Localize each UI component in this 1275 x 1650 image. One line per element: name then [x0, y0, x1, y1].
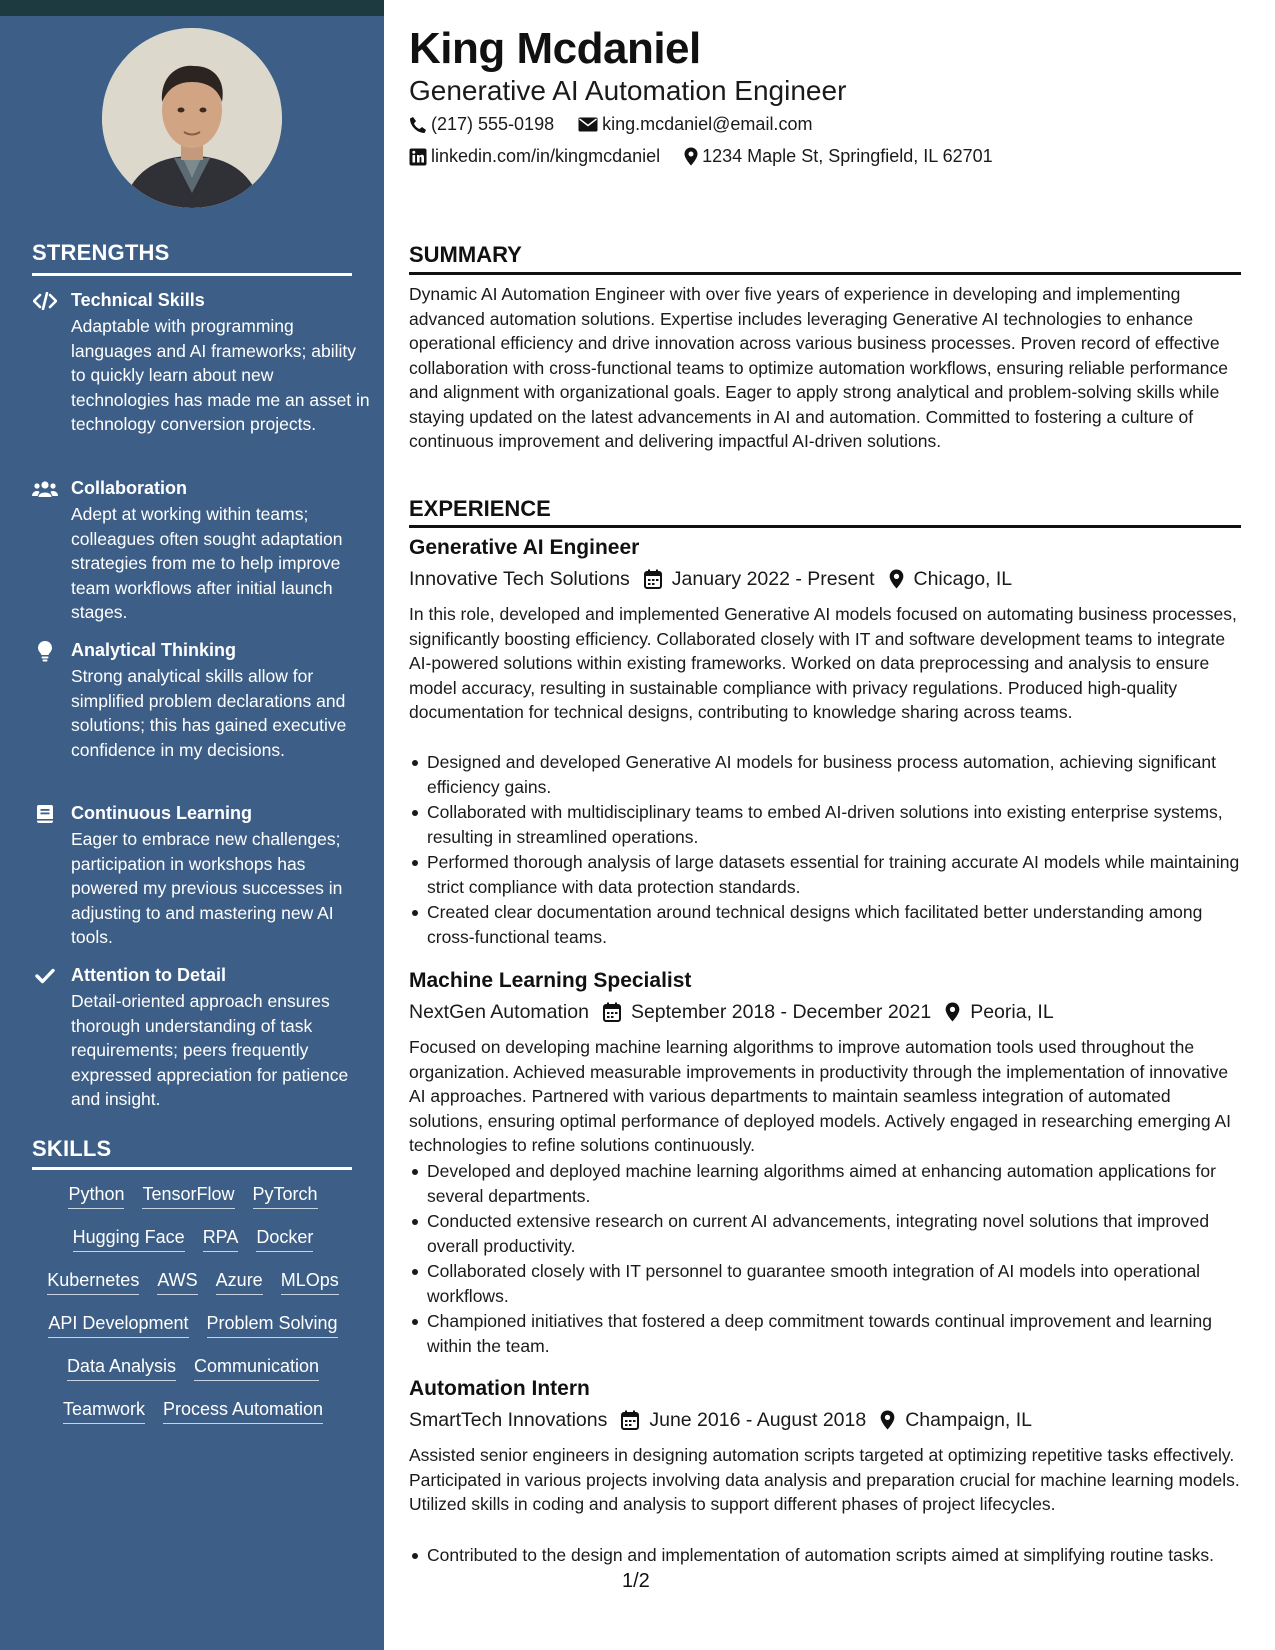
address-contact: [684, 146, 993, 167]
company-name: NextGen Automation: [409, 1001, 589, 1023]
job-description: Focused on developing machine learning algorithms to improve automation tools used throughout the organization. Achieved measurable improvements in productivity through the implementation of innovative AI approaches. Partnered with various departments to maintain seamless integration of automated solutions, ensuring optimal performance of deployed models. Actively engaged in researching emerging AI technologies to refine solutions continuously.: [409, 1037, 1232, 1155]
sidebar-top-bar: [0, 0, 384, 16]
strength-title: Continuous Learning: [71, 803, 252, 823]
strength-description: Adaptable with programming languages and AI frameworks; ability to quickly learn about new technologies has made me an asset in technology conversion projects.: [71, 316, 370, 434]
job-bullets: [409, 750, 1241, 950]
candidate-name: King Mcdaniel: [409, 24, 701, 73]
skills-heading: SKILLS: [32, 1136, 112, 1161]
job-meta: [409, 999, 1068, 1025]
list-item: Championed initiatives that fostered a deep commitment towards continual improvement and learning within the team.: [409, 1309, 1241, 1358]
job-bullets: [409, 1159, 1241, 1359]
map-pin-icon: [945, 1002, 960, 1022]
job-meta: [409, 1407, 1046, 1433]
list-item: Performed thorough analysis of large datasets essential for training accurate AI models while maintaining strict compliance with data protection standards.: [409, 850, 1241, 899]
strength-description: Detail-oriented approach ensures thorough understanding of task requirements; peers frequently expressed appreciation for patience and insight.: [71, 991, 349, 1109]
map-pin-icon: [684, 147, 698, 166]
experience-heading: EXPERIENCE: [409, 496, 551, 521]
list-item: Developed and deployed machine learning algorithms aimed at enhancing automation applications for several departments.: [409, 1159, 1241, 1208]
list-item: Designed and developed Generative AI models for business process automation, achieving significant efficiency gains.: [409, 750, 1241, 799]
job-role: Generative AI Engineer: [409, 536, 640, 559]
skill-tag: Azure: [216, 1268, 263, 1295]
list-item: Collaborated closely with IT personnel to guarantee smooth integration of AI models into operational workflows.: [409, 1259, 1241, 1308]
linkedin-contact[interactable]: [409, 146, 660, 167]
email-address[interactable]: king.mcdaniel@email.com: [602, 114, 813, 134]
job-description: Assisted senior engineers in designing automation scripts targeted at optimizing repetitive tasks effectively. Participated in various projects involving data analysis and preparation crucial for machine learning models. Utilized skills in coding and analysis to support different phases of project lifecycles.: [409, 1445, 1240, 1514]
strengths-heading: STRENGTHS: [32, 240, 170, 265]
list-item: Collaborated with multidisciplinary teams to embed AI-driven solutions into existing enterprise systems, resulting in streamlined operations.: [409, 800, 1241, 849]
sidebar: [0, 0, 384, 1650]
phone-number: (217) 555-0198: [431, 114, 555, 134]
phone-contact: [409, 114, 554, 135]
calendar-icon: [603, 1002, 621, 1022]
skill-tag: API Development: [48, 1311, 188, 1338]
job-meta: [409, 566, 1026, 592]
page-number: 1/2: [622, 1570, 650, 1592]
summary-heading: SUMMARY: [409, 242, 522, 267]
skill-tag: Hugging Face: [73, 1225, 185, 1252]
map-pin-icon: [889, 569, 904, 589]
job-dates: September 2018 - December 2021: [630, 1001, 932, 1023]
skill-tag: Kubernetes: [47, 1268, 139, 1295]
avatar-photo: [102, 28, 282, 208]
job-title-headline: Generative AI Automation Engineer: [409, 75, 847, 106]
phone-icon: [409, 116, 427, 134]
skill-tag: Data Analysis: [67, 1354, 176, 1381]
skills-list: [32, 1182, 354, 1424]
contact-row-1: [409, 114, 836, 135]
envelope-icon: [578, 117, 598, 132]
list-item: Created clear documentation around technical designs which facilitated better understanding among cross-functional teams.: [409, 900, 1241, 949]
job-dates: June 2016 - August 2018: [649, 1409, 867, 1431]
strengths-divider: [32, 273, 352, 276]
job-location: Peoria, IL: [970, 1001, 1054, 1023]
list-item: Conducted extensive research on current AI advancements, integrating novel solutions that improved overall productivity.: [409, 1209, 1241, 1258]
email-contact[interactable]: [578, 114, 812, 135]
strength-description: Strong analytical skills allow for simplified problem declarations and solutions; this has gained executive confidence in my decisions.: [71, 666, 347, 760]
skill-tag: AWS: [157, 1268, 197, 1295]
strength-title: Attention to Detail: [71, 965, 226, 985]
skill-tag: RPA: [203, 1225, 239, 1252]
avatar: [102, 28, 282, 208]
job-description: In this role, developed and implemented Generative AI models focused on automating business processes, significantly boosting efficiency. Collaborated closely with IT and software development teams to integrate AI-powered solutions within existing frameworks. Worked on data preprocessing and analysis to ensure model accuracy, resulting in sustainable compliance with privacy regulations. Produced high-quality documentation for technical designs, contributing to knowledge sharing across teams.: [409, 604, 1237, 722]
company-name: SmartTech Innovations: [409, 1409, 608, 1431]
strength-title: Collaboration: [71, 478, 187, 498]
skill-tag: TensorFlow: [142, 1182, 234, 1209]
company-name: Innovative Tech Solutions: [409, 568, 630, 590]
job-location: Chicago, IL: [913, 568, 1013, 590]
job-role: Machine Learning Specialist: [409, 969, 692, 992]
summary-text: Dynamic AI Automation Engineer with over five years of experience in developing and implementing advanced automation solutions. Expertise includes leveraging Generative AI technologies to enhance operational efficiency and drive innovation across various business processes. Proven record of effective collaboration with cross-functional teams to optimize automation workflows, ensuring reliable performance and alignment with organizational goals. Eager to apply strong analytical and problem-solving skills while staying updated on the latest advancements in AI and automation. Committed to fostering a culture of continuous improvement and delivering impactful AI-driven solutions.: [409, 284, 1228, 451]
skill-tag: PyTorch: [253, 1182, 318, 1209]
strength-title: Analytical Thinking: [71, 640, 237, 660]
calendar-icon: [621, 1410, 639, 1430]
job-location: Champaign, IL: [905, 1409, 1033, 1431]
job-bullets: [409, 1543, 1241, 1569]
linkedin-icon: [409, 148, 427, 166]
linkedin-url[interactable]: linkedin.com/in/kingmcdaniel: [431, 146, 661, 166]
check-icon: [32, 965, 58, 987]
summary-divider: [409, 272, 1241, 275]
street-address: 1234 Maple St, Springfield, IL 62701: [702, 146, 993, 166]
skill-tag: Teamwork: [63, 1397, 145, 1424]
skill-tag: Docker: [256, 1225, 313, 1252]
code-icon: [32, 290, 58, 312]
map-pin-icon: [880, 1410, 895, 1430]
book-icon: [32, 803, 58, 825]
skill-tag: Problem Solving: [207, 1311, 338, 1338]
skills-divider: [32, 1167, 352, 1170]
strength-title: Technical Skills: [71, 290, 205, 310]
skill-tag: MLOps: [281, 1268, 339, 1295]
skill-tag: Python: [68, 1182, 124, 1209]
contact-row-2: [409, 146, 1017, 167]
job-role: Automation Intern: [409, 1377, 590, 1400]
experience-divider: [409, 525, 1241, 528]
lightbulb-icon: [32, 640, 58, 662]
users-icon: [32, 478, 58, 500]
job-dates: January 2022 - Present: [671, 568, 875, 590]
calendar-icon: [644, 569, 662, 589]
skill-tag: Process Automation: [163, 1397, 323, 1424]
strength-description: Eager to embrace new challenges; participation in workshops has powered my previous successes in adjusting to and mastering new AI tools.: [71, 829, 343, 947]
skill-tag: Communication: [194, 1354, 319, 1381]
strength-description: Adept at working within teams; colleagues often sought adaptation strategies from me to help improve team workflows after initial launch stages.: [71, 504, 343, 622]
list-item: Contributed to the design and implementation of automation scripts aimed at simplifying routine tasks.: [409, 1543, 1241, 1568]
